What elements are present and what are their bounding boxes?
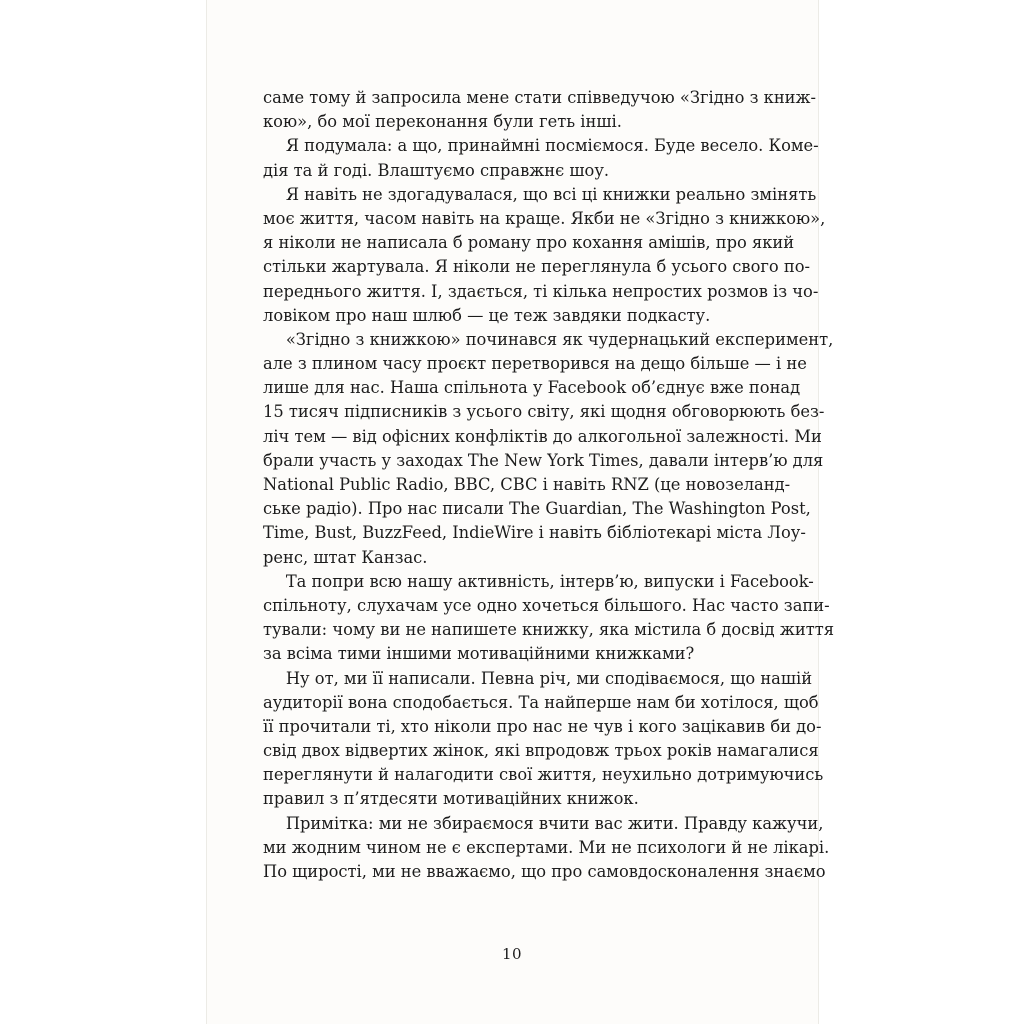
text-line: стільки жартувала. Я ніколи не переглянула б усього свого по- [263,257,811,277]
text-line: ми жодним чином не є експертами. Ми не психологи й не лікарі. [263,837,830,857]
text-line: переглянути й налагодити свої життя, неухильно дотримуючись [263,765,824,785]
text-line: По щирості, ми не вважаємо, що про самовдосконалення знаємо [263,862,826,881]
text-line: тували: чому ви не напишете книжку, яка містила б досвід життя [263,620,834,640]
text-line: Time, Bust, BuzzFeed, IndieWire і навіть бібліотекарі міста Лоу- [263,523,806,543]
paragraph [263,134,819,182]
text-line: але з плином часу проєкт перетворився на дещо більше — і не [263,354,807,374]
text-line: саме тому й запросила мене стати співведучою «Згідно з книж- [263,88,817,107]
text-line: моє життя, часом навіть на краще. Якби не «Згідно з книжкою», [263,208,826,228]
paragraph [263,86,817,134]
text-line: Я навіть не здогадувалася, що всі ці книжки реально змінять [285,184,817,204]
paragraph [263,667,824,812]
text-line: National Public Radio, BBC, CBC і навіть RNZ (це новозеланд- [263,475,791,494]
paragraph [263,812,830,885]
text-line: я ніколи не написала б роману про кохання амішів, про який [263,233,795,253]
text-line: ловіком про наш шлюб — це теж завдяки подкасту. [263,305,711,325]
text-line: Примітка: ми не збираємося вчити вас жити. Правду кажучи, [285,813,824,833]
text-line: Я подумала: а що, принаймні посміємося. Буде весело. Коме- [285,136,819,156]
text-line: її прочитали ті, хто ніколи про нас не чув і кого зацікавив би до- [263,716,822,736]
paragraph [263,183,826,328]
text-line: ське радіо). Про нас писали The Guardian, The Washington Post, [263,499,811,519]
body-text [263,86,834,884]
text-line: переднього життя. І, здається, ті кілька непростих розмов із чо- [263,281,819,301]
text-line: аудиторії вона сподобається. Та найперше нам би хотілося, щоб [263,692,819,712]
text-line: спільноту, слухачам усе одно хочеться більшого. Нас часто запи- [263,595,830,615]
text-line: Та попри всю нашу активність, інтерв’ю, випуски і Facebook- [285,571,814,591]
text-line: правил з п’ятдесяти мотиваційних книжок. [263,789,639,809]
text-line: Ну от, ми її написали. Певна річ, ми сподіваємося, що нашій [285,668,813,688]
text-line: за всіма тими іншими мотиваційними книжками? [263,644,695,664]
text-line: кою», бо мої переконання були геть інші. [263,112,622,132]
text-line: лише для нас. Наша спільнота у Facebook об’єднує вже понад [263,378,801,398]
text-line: 15 тисяч підписників з усього світу, які щодня обговорюють без- [263,402,825,422]
text-line: дія та й годі. Влаштуємо справжнє шоу. [263,160,610,180]
text-line: ліч тем — від офісних конфліктів до алкогольної залежності. Ми [263,426,822,446]
text-line: свід двох відвертих жінок, які впродовж трьох років намагалися [263,741,819,761]
text-line: ренс, штат Канзас. [263,547,428,567]
page-number: 10 [501,945,523,963]
text-line: брали участь у заходах The New York Times, давали інтерв’ю для [263,450,824,470]
paragraph [263,570,834,667]
text-line: «Згідно з книжкою» починався як чудернацький експеримент, [285,329,834,349]
paragraph [263,328,834,570]
